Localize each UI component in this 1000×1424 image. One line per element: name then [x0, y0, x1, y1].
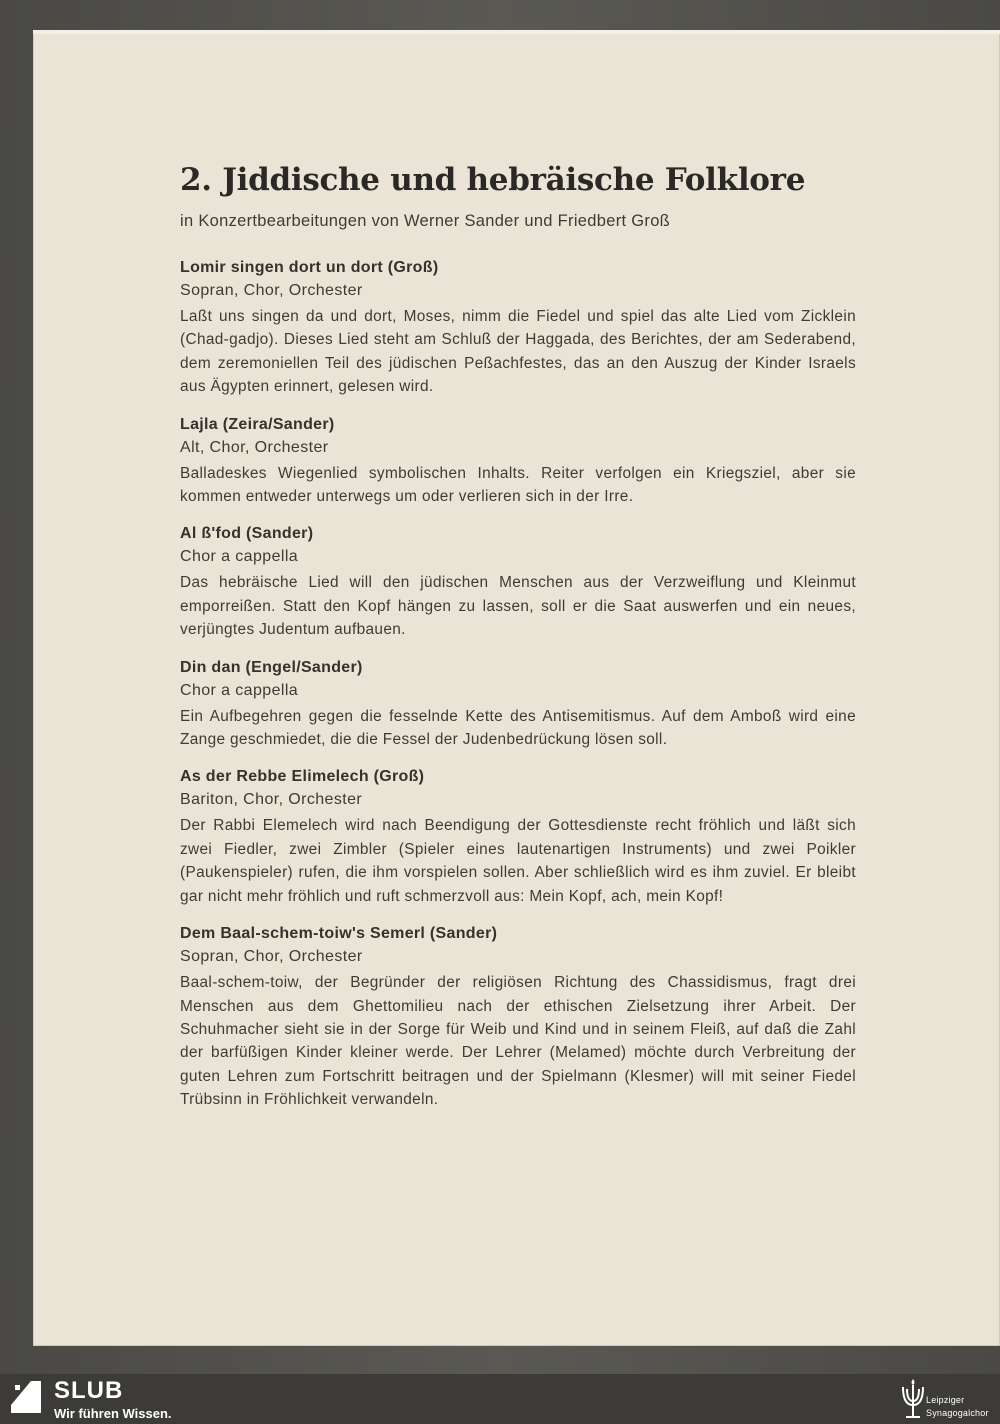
page-top-edge	[33, 30, 1000, 34]
piece-description: Der Rabbi Elemelech wird nach Beendigung der Gottesdienste recht fröhlich und läßt sich zwei Fiedler, zwei Zimbler (Spieler eines lautenartigen Instruments) und zwei Poikler (Paukenspieler) rufen, die ihm vorspielen sollen. Aber schließlich wird es ihm zuviel. Er bleibt gar nicht mehr fröhlich und ruft schmerzvoll aus: Mein Kopf, ach, mein Kopf!	[180, 817, 856, 905]
slub-name[interactable]: SLUB	[54, 1377, 124, 1404]
piece-item	[180, 656, 856, 752]
piece-voices: Chor a cappella	[180, 681, 299, 699]
piece-voices: Alt, Chor, Orchester	[180, 438, 329, 456]
piece-description: Laßt uns singen da und dort, Moses, nimm die Fiedel und spiel das alte Lied vom Zicklein (Chad-gadjo). Dieses Lied steht am Schluß der Haggada, des Berichtes, der am Sederabend, dem zeremoniellen Teil des jüdischen Peßachfestes, das an den Auszug der Kinder Israels aus Ägypten erinnert, gelesen wird.	[180, 308, 856, 396]
choir-name	[926, 1394, 996, 1420]
piece-list	[180, 256, 856, 1112]
piece-voices: Sopran, Chor, Orchester	[180, 948, 363, 966]
piece-title: Lomir singen dort un dort (Groß)	[180, 259, 439, 276]
piece-description: Baal-schem-toiw, der Begründer der religiösen Richtung des Chassidismus, fragt drei Menschen aus dem Ghettomilieu nach der ethischen Zielsetzung ihrer Arbeit. Der Schuhmacher sieht sie in der Sorge für Weib und Kind und in seinem Fleiß, auf daß die Zahl der barfüßigen Kinder kleiner werde. Der Lehrer (Melamed) möchte durch Verbreitung der guten Lehren zum Fortschritt beitragen und der Spielmann (Klesmer) will mit seiner Fiedel Trübsinn in Fröhlichkeit verwandeln.	[180, 974, 856, 1109]
page-title: 2. Jiddische und hebräische Folklore	[180, 162, 806, 198]
piece-voices: Sopran, Chor, Orchester	[180, 282, 363, 299]
piece-description: Ein Aufbegehren gegen die fesselnde Kette des Antisemitismus. Auf dem Amboß wird eine Zange geschmiedet, die die Fessel der Judenbedrückung lösen soll.	[180, 707, 856, 749]
slub-tagline: Wir führen Wissen.	[54, 1406, 172, 1421]
choir-name-line2: Synagogalchor	[926, 1408, 989, 1418]
choir-name-line1: Leipziger	[926, 1395, 965, 1405]
piece-voices: Bariton, Chor, Orchester	[180, 791, 363, 809]
piece-title: Al ß'fod (Sander)	[180, 525, 314, 543]
piece-title: Dem Baal-schem-toiw's Semerl (Sander)	[180, 925, 498, 943]
menorah-icon	[898, 1377, 928, 1421]
piece-description: Balladeskes Wiegenlied symbolischen Inhalts. Reiter verfolgen ein Kriegsziel, aber sie kommen entweder unterwegs um oder verlieren sich in der Irre.	[180, 464, 856, 506]
piece-title: Lajla (Zeira/Sander)	[180, 415, 335, 433]
piece-title: As der Rebbe Elimelech (Groß)	[180, 768, 425, 786]
piece-item	[180, 522, 856, 641]
piece-item	[180, 922, 856, 1111]
piece-item	[180, 765, 856, 908]
piece-item	[180, 413, 856, 509]
piece-voices: Chor a cappella	[180, 548, 299, 566]
page-subtitle: in Konzertbearbeitungen von Werner Sander und Friedbert Groß	[180, 212, 671, 230]
document-content	[180, 160, 856, 1126]
piece-item	[180, 256, 856, 399]
piece-title: Din dan (Engel/Sander)	[180, 658, 363, 676]
piece-description: Das hebräische Lied will den jüdischen Menschen aus der Verzweiflung und Kleinmut emporreißen. Statt den Kopf hängen zu lassen, soll er die Saat auswerfen und ein neues, verjüngtes Judentum aufbauen.	[180, 574, 856, 639]
slub-logo-icon[interactable]	[9, 1377, 45, 1417]
